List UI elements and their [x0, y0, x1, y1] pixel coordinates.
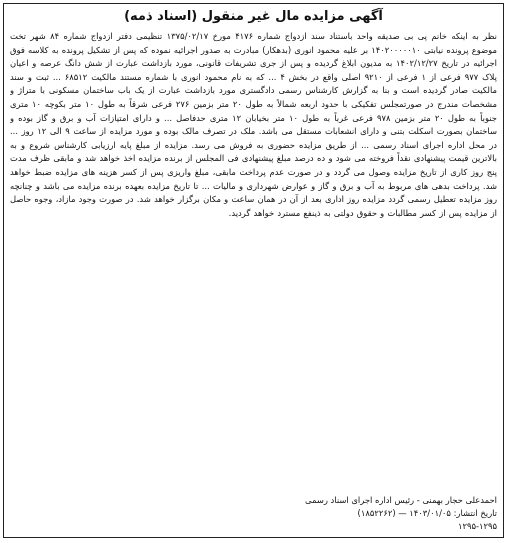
notice-signature: احمدعلی حجار بهمنی - رئیس اداره اجرای اسناد رسمی	[305, 495, 497, 505]
notice-footer	[10, 494, 497, 533]
notice-date: تاریخ انتشار: ۱۴۰۳/۰۱/۰۵ — (۱۸۵۲۲۶۲)	[357, 508, 497, 518]
notice-title: آگهی مزایده مال غیر منقول (اسناد ذمه)	[124, 9, 383, 24]
notice-ref: ۱۲۹۵-۱۲۹۵	[457, 521, 497, 531]
notice-body: نظر به اینکه خانم پی بی صدیقه واحد باستناد سند ازدواج شماره ۴۱۷۶ مورخ ۱۳۷۵/۰۲/۱۷ تنظیمی دفتر ازدواج شماره ۸۴ شهر تخت موضوع پرونده نیابتی ۱۴۰۲۰۰۰۰۰۱۰ بر علیه محمود انوری (بدهکار) مبادرت به صدور اجرائیه نموده که پس از تشکیل پرونده به کلاسه فوق اجرائیه در تاریخ ۱۴۰۲/۱۲/۲۷ به مدیون ابلاغ گردیده و پس از جری تشریفات قانونی، مورد بازداشت عبارت از شش دانگ عرصه و اعیان پلاک ۹۷۷ فرعی از ۱ فرعی از ۹۲۱۰ اصلی واقع در بخش ۴ ... که به نام محمود انوری با شماره مستند مالکیت ۶۸۵۱۲ ... ثبت و سند مالکیت صادر گردیده است و بنا به گزارش کارشناس رسمی دادگستری مورد بازداشت عبارت از یک باب ساختمان مسکونی با متراژ و مشخصات مندرج در صورتمجلس تفکیکی با حدود اربعه شمالاً به طول ۲۰ متر بزمین ۲۷۶ فرعی شرقاً به طول ۱۰ متر بکوچه ۱۰ متری جنوباً به طول ۲۰ متر بزمین ۹۷۸ فرعی غرباً به طول ۱۰ متر بخیابان ۱۲ متری حدفاصل ... و دارای امتیازات آب و برق و گاز بوده و ساختمان بصورت اسکلت بتنی و دارای انشعابات مستقل می باشد. ملک در تصرف مالک بوده و مورد مزایده از ساعت ۹ الی ۱۲ روز ... در محل اداره اجرای اسناد رسمی ... از طریق مزایده حضوری به فروش می رسد. مزایده از مبلغ پایه ارزیابی کارشناس شروع و به بالاترین قیمت پیشنهادی نقداً فروخته می شود و ده درصد مبلغ پیشنهادی فی المجلس از برنده مزایده اخذ خواهد شد و مابقی ظرف مدت پنج روز کاری از تاریخ مزایده وصول می گردد و در صورت عدم پرداخت مابقی، مبلغ واریزی پس از کسر هزینه های مزایده ضبط خواهد شد. پرداخت بدهی های مربوط به آب و برق و گاز و عوارض شهرداری و مالیات ... تا تاریخ مزایده بعهده برنده مزایده می باشد و چنانچه روز مزایده تعطیل رسمی گردد مزایده روز اداری بعد از آن در همان ساعت و مکان برگزار خواهد شد. در صورت وجود مازاد، وجوه حاصل از مزایده پس از کسر مطالبات و حقوق دولتی به ذینفع مسترد خواهد گردید.	[10, 31, 497, 218]
notice-frame	[3, 3, 504, 538]
